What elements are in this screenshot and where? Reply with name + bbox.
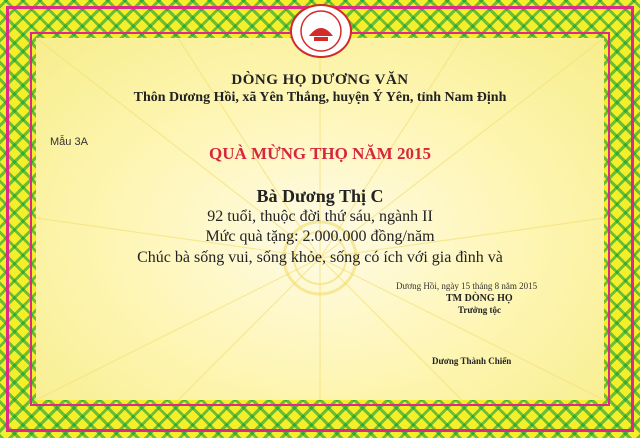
- signer-name: Dương Thành Chiến: [432, 356, 512, 366]
- gift-line: Mức quà tặng: 2.000.000 đồng/năm: [205, 228, 435, 245]
- age-line: 92 tuổi, thuộc đời thứ sáu, ngành II: [207, 208, 433, 225]
- clan-address: Thôn Dương Hồi, xã Yên Thắng, huyện Ý Yên, tỉnh Nam Định: [133, 90, 507, 105]
- recipient-name: Bà Dương Thị C: [256, 186, 384, 206]
- clan-name: DÒNG HỌ DƯƠNG VĂN: [231, 72, 409, 88]
- certificate-title: QUÀ MỪNG THỌ NĂM 2015: [209, 144, 431, 163]
- form-code: Mẫu 3A: [50, 136, 88, 148]
- date-line: Dương Hồi, ngày 15 tháng 8 năm 2015: [396, 281, 538, 291]
- representative-title: TM DÒNG HỌ: [446, 293, 513, 304]
- representative-role: Trưởng tộc: [458, 305, 501, 315]
- certificate-text: [36, 38, 604, 400]
- wish-line: Chúc bà sống vui, sống khỏe, sống có ích với gia đình và: [137, 249, 503, 266]
